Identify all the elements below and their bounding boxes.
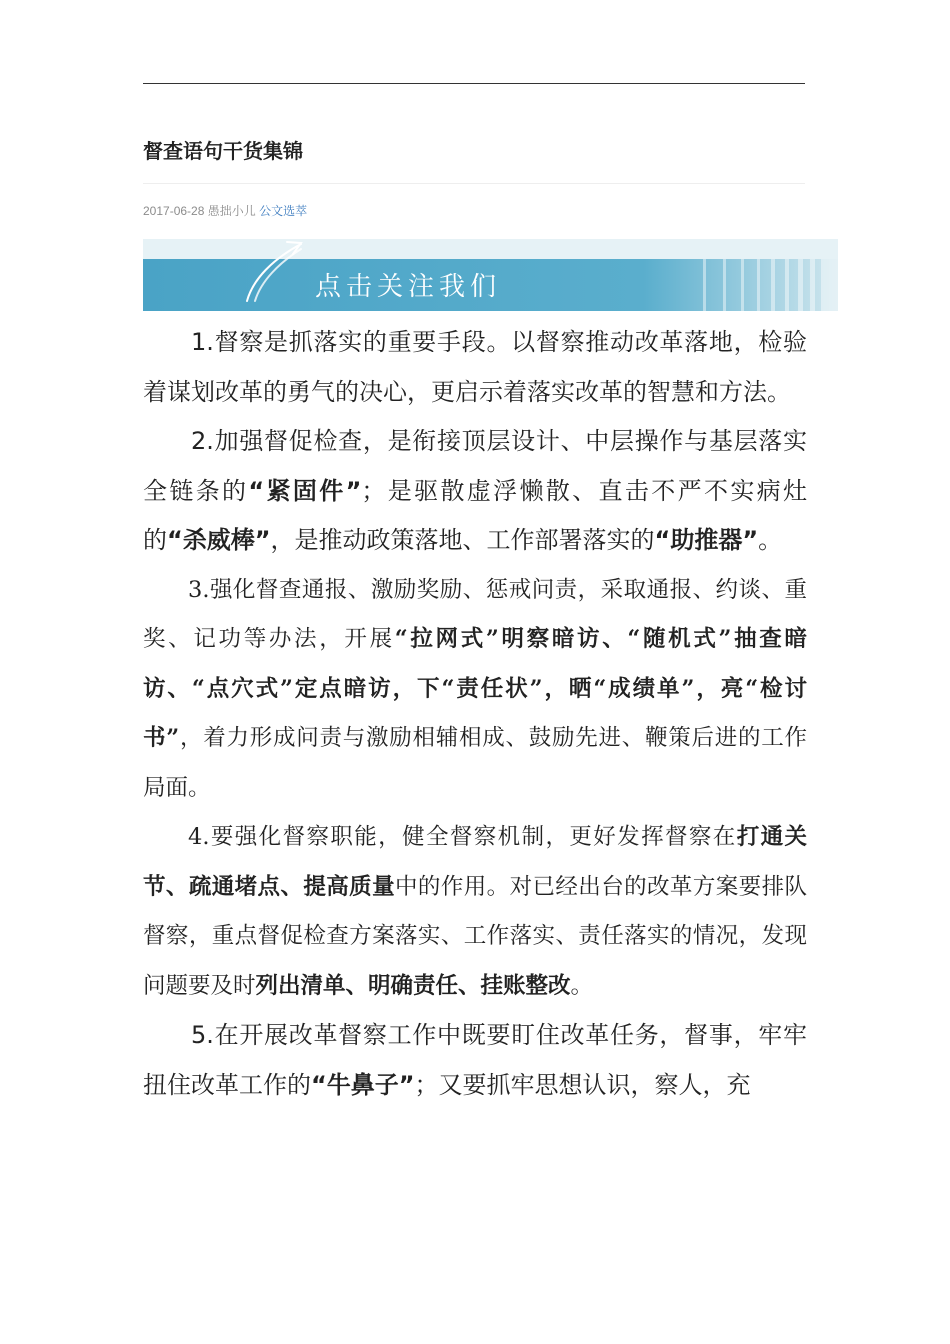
emphasis-text: “助推器” xyxy=(654,526,759,554)
emphasis-text: 列出清单、明确责任、挂账整改 xyxy=(255,972,571,999)
title-divider xyxy=(143,183,805,184)
paragraph-5 xyxy=(143,1011,807,1110)
paragraph-text: 。 xyxy=(758,526,783,554)
paragraph-text: 。 xyxy=(570,972,594,999)
paragraph-text: ，着力形成问责与激励相辅相成、鼓励先进、鞭策后进的工作局面。 xyxy=(143,725,807,801)
top-divider xyxy=(143,83,805,84)
paragraph-text: 1.督察是抓落实的重要手段。以督察推动改革落地，检验着谋划改革的勇气的决心，更启示着落实改革的智慧和方法。 xyxy=(143,328,807,406)
article-title: 督查语句干货集锦 xyxy=(143,139,303,163)
paragraph-text: 4.要强化督察职能，健全督察机制，更好发挥督察在 xyxy=(188,824,737,850)
account-link[interactable]: 公文选萃 xyxy=(259,204,308,218)
paragraph-text: 2.加强督促检查，是衔接顶层设计、中层操作与基层落实全链条的 xyxy=(143,427,807,505)
paragraph-text: ；是驱散虚浮懒散、直击不严不实病灶的 xyxy=(143,476,808,554)
emphasis-text: “杀威棒” xyxy=(167,526,271,554)
banner-label: 点击关注我们 xyxy=(315,272,502,302)
emphasis-text: 打通关节、疏通堵点、提高质量 xyxy=(143,824,807,900)
follow-banner[interactable] xyxy=(143,239,838,311)
paragraph-4 xyxy=(143,813,807,1011)
article-meta xyxy=(143,202,307,220)
paragraph-text: 中的作用。对已经出台的改革方案要排队督察，重点督促检查方案落实、工作落实、责任落实的情况，发现问题要及时 xyxy=(143,873,807,999)
article-author: 愚拙小儿 xyxy=(207,204,256,218)
paragraph-3 xyxy=(143,566,807,814)
paragraph-text: ，是推动政策落地、工作部署落实的 xyxy=(270,526,655,554)
paragraph-1 xyxy=(143,318,807,417)
paragraph-text: 5.在开展改革督察工作中既要盯住改革任务，督事，牢牢扭住改革工作的 xyxy=(143,1021,807,1099)
paragraph-text: ；又要抓牢思想认识，察人，充 xyxy=(414,1070,751,1099)
article-date: 2017-06-28 xyxy=(143,204,205,218)
paragraph-text: 3.强化督查通报、激励奖励、惩戒问责，采取通报、约谈、重奖、记功等办法，开展 xyxy=(143,576,807,652)
emphasis-text: “紧固件” xyxy=(248,476,362,505)
emphasis-text: “牛鼻子” xyxy=(311,1070,415,1099)
paragraph-2 xyxy=(143,417,807,566)
emphasis-text: “拉网式”明察暗访、“随机式”抽查暗访、“点穴式”定点暗访，下“责任状”，晒“成绩单”，亮“检讨书” xyxy=(143,626,807,751)
article-body xyxy=(143,318,807,1110)
